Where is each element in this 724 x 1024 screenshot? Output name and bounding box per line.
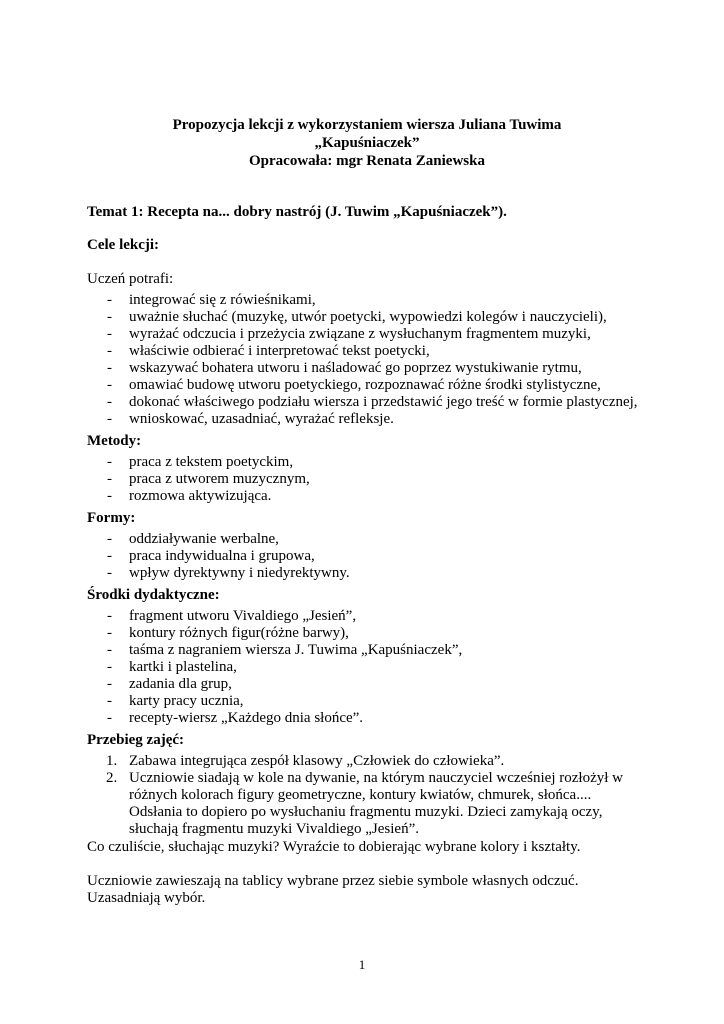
list-item: - dokonać właściwego podziału wiersza i przedstawić jego treść w formie plastycznej,: [87, 394, 647, 411]
forms-heading: Formy:: [87, 510, 136, 526]
closing-line-1: Uczniowie zawieszają na tablicy wybrane przez siebie symbole własnych odczuć.: [87, 873, 579, 889]
page-number: 1: [358, 957, 366, 972]
list-item: [87, 753, 647, 770]
list-item: - wskazywać bohatera utworu i naśladować go poprzez wystukiwanie rytmu,: [87, 360, 647, 377]
course-steps: [87, 753, 647, 838]
lesson-topic: Temat 1: Recepta na... dobry nastrój (J. Tuwim „Kapuśniaczek”).: [87, 204, 507, 220]
title-line-2: „Kapuśniaczek”: [314, 135, 420, 151]
list-item: [87, 770, 647, 838]
methods-list: [87, 454, 647, 505]
forms-list: [87, 531, 647, 582]
goals-heading: Cele lekcji:: [87, 237, 160, 253]
step-number: 2.: [106, 770, 118, 786]
list-item: - kartki i plastelina,: [87, 659, 647, 676]
step-text: Zabawa integrująca zespół klasowy „Człowiek do człowieka”.: [129, 753, 505, 769]
closing-line-2: Uzasadniają wybór.: [87, 890, 206, 906]
list-item: - karty pracy ucznia,: [87, 693, 647, 710]
list-item: - oddziaływanie werbalne,: [87, 531, 647, 548]
list-item: - taśma z nagraniem wiersza J. Tuwima „Kapuśniaczek”,: [87, 642, 647, 659]
list-item: - praca z tekstem poetyckim,: [87, 454, 647, 471]
course-heading: Przebieg zajęć:: [87, 732, 185, 748]
list-item: - praca z utworem muzycznym,: [87, 471, 647, 488]
list-item: - zadania dla grup,: [87, 676, 647, 693]
list-item: - rozmowa aktywizująca.: [87, 488, 647, 505]
list-item: - wnioskować, uzasadniać, wyrażać refleksje.: [87, 411, 647, 428]
title-line-1: Propozycja lekcji z wykorzystaniem wiersza Juliana Tuwima: [172, 117, 562, 133]
list-item: - fragment utworu Vivaldiego „Jesień”,: [87, 608, 647, 625]
list-item: - kontury różnych figur(różne barwy),: [87, 625, 647, 642]
methods-heading: Metody:: [87, 433, 142, 449]
list-item: - uważnie słuchać (muzykę, utwór poetycki, wypowiedzi kolegów i nauczycieli),: [87, 309, 647, 326]
list-item: - integrować się z rówieśnikami,: [87, 292, 647, 309]
list-item: - praca indywidualna i grupowa,: [87, 548, 647, 565]
step-text: Uczniowie siadają w kole na dywanie, na którym nauczyciel wcześniej rozłożył w różnych kolorach figury geometryczne, kontury kwiatów, chmurek, słońca.... Odsłania to dopiero po wysłuchaniu fragmentu muzyki. Dzieci zamykają oczy, słuchają fragmentu muzyki Vivaldiego „Jesień”.: [129, 770, 623, 837]
document-title: [87, 116, 647, 170]
list-item: - recepty-wiersz „Każdego dnia słońce”.: [87, 710, 647, 727]
step-number: 1.: [106, 753, 118, 769]
question-paragraph: Co czuliście, słuchając muzyki? Wyraźcie to dobierając wybrane kolory i kształty.: [87, 839, 581, 855]
goals-list: [87, 292, 647, 428]
list-item: - właściwie odbierać i interpretować tekst poetycki,: [87, 343, 647, 360]
list-item: - wpływ dyrektywny i niedyrektywny.: [87, 565, 647, 582]
list-item: - omawiać budowę utworu poetyckiego, rozpoznawać różne środki stylistyczne,: [87, 377, 647, 394]
aids-list: [87, 608, 647, 727]
author-line: Opracowała: mgr Renata Zaniewska: [249, 153, 485, 169]
goals-intro: Uczeń potrafi:: [87, 271, 174, 287]
aids-heading: Środki dydaktyczne:: [87, 587, 220, 603]
list-item: - wyrażać odczucia i przeżycia związane z wysłuchanym fragmentem muzyki,: [87, 326, 647, 343]
closing-paragraph: [87, 873, 647, 907]
page-content: [87, 116, 647, 907]
